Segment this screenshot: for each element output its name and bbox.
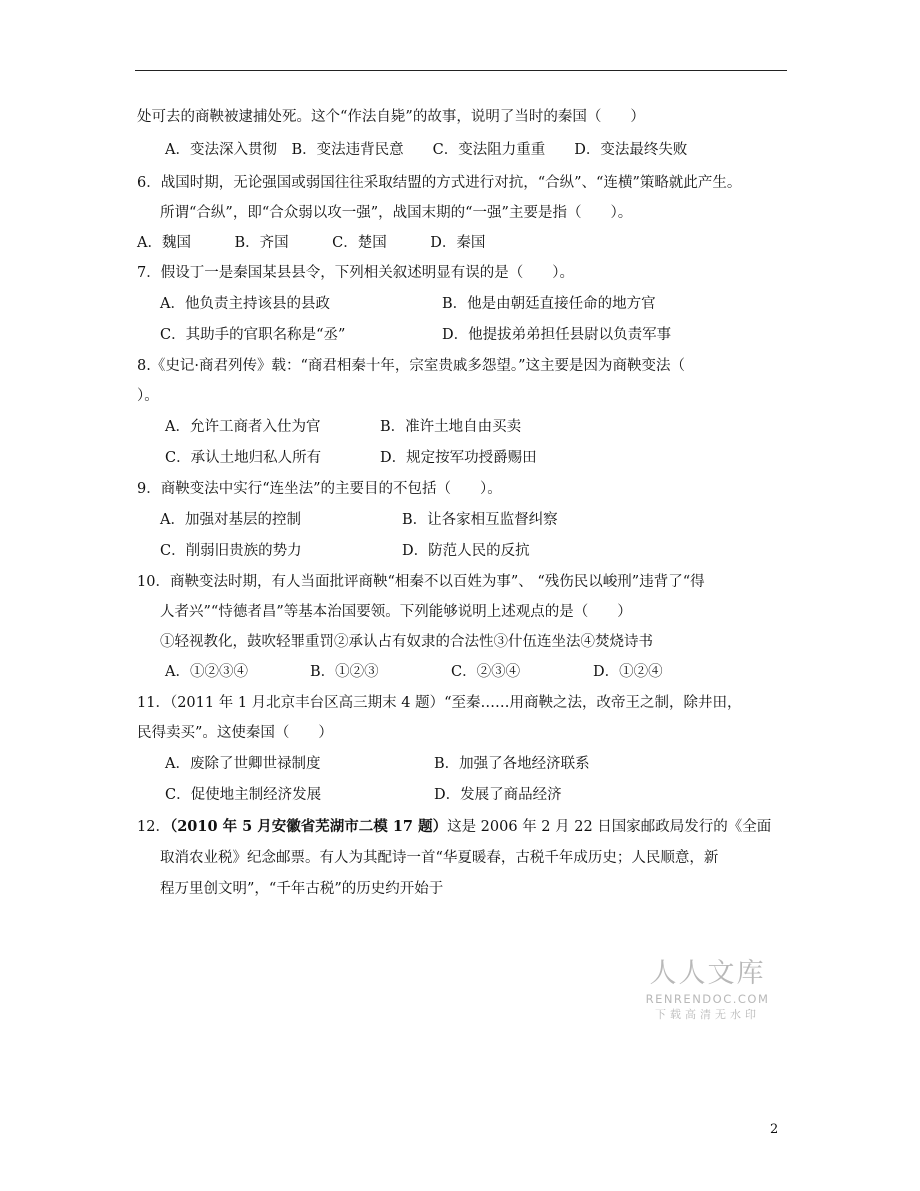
watermark-subtitle: 下载高清无水印 — [655, 1008, 760, 1021]
q10-option-d: D．①②④ — [593, 664, 663, 680]
q9-option-a: A．加强对基层的控制 — [160, 512, 301, 528]
q6-options: A．魏国 B．齐国 C．楚国 D．秦国 — [137, 235, 486, 251]
q10-stem-line1: 10．商鞅变法时期，有人当面批评商鞅“相秦不以百姓为事”、 “残伤民以峻刑”违背了“得 — [137, 574, 705, 590]
header-rule — [135, 70, 787, 71]
q7-option-b: B．他是由朝廷直接任命的地方官 — [442, 296, 656, 312]
q9-option-b: B．让各家相互监督纠察 — [402, 512, 558, 528]
q6-stem-line2: 所谓“合纵”，即“合众弱以攻一强”，战国末期的“一强”主要是指（ ）。 — [160, 205, 633, 221]
q8-option-a: A．允许工商者入仕为官 — [165, 419, 321, 435]
q5-stem-tail: 处可去的商鞅被逮捕处死。这个“作法自毙”的故事，说明了当时的秦国（ ） — [137, 109, 645, 125]
q8-option-b: B．准许土地自由买卖 — [380, 419, 522, 435]
q12-stem-line1 — [137, 818, 771, 836]
q12-stem-line3: 程万里创文明”，“千年古税”的历史约开始于 — [160, 881, 444, 897]
q11-option-a: A．废除了世卿世禄制度 — [165, 756, 321, 772]
q8-option-d: D．规定按军功授爵赐田 — [380, 450, 537, 466]
q12-stem-text: 这是 2006 年 2 月 22 日国家邮政局发行的《全面 — [447, 819, 772, 835]
watermark-title: 人人文库 — [649, 958, 766, 989]
q12-source: （2010 年 5 月安徽省芜湖市二模 17 题） — [169, 818, 448, 835]
page-number: 2 — [770, 1122, 779, 1137]
q8-option-c: C．承认土地归私人所有 — [165, 450, 322, 466]
q7-stem: 7．假设丁一是秦国某县县令，下列相关叙述明显有误的是（ ）。 — [137, 265, 574, 281]
q7-option-c: C．其助手的官职名称是“丞” — [160, 327, 346, 343]
watermark — [640, 958, 775, 1022]
q11-option-b: B．加强了各地经济联系 — [434, 756, 590, 772]
q11-option-c: C．促使地主制经济发展 — [165, 787, 322, 803]
q11-stem-line1: 11．（2011 年 1 月北京丰台区高三期末 4 题）“至秦……用商鞅之法，改帝王之制，除井田， — [137, 695, 742, 711]
watermark-url: RENRENDOC.COM — [645, 992, 770, 1006]
q12-number: 12． — [137, 819, 170, 835]
q11-stem-line2: 民得卖买”。这使秦国（ ） — [137, 725, 333, 741]
q6-stem-line1: 6．战国时期，无论强国或弱国往往采取结盟的方式进行对抗，“合纵”、“连横”策略就此产生。 — [137, 175, 742, 191]
q9-option-c: C．削弱旧贵族的势力 — [160, 543, 302, 559]
q10-option-c: C．②③④ — [451, 664, 521, 680]
q7-option-d: D．他提拔弟弟担任县尉以负责军事 — [442, 327, 672, 343]
q9-stem: 9．商鞅变法中实行“连坐法”的主要目的不包括（ ）。 — [137, 481, 502, 497]
q10-option-a: A．①②③④ — [165, 664, 248, 680]
q10-stem-line3: ①轻视教化，鼓吹轻罪重罚②承认占有奴隶的合法性③什伍连坐法④焚烧诗书 — [160, 634, 653, 650]
q9-option-d: D．防范人民的反抗 — [402, 543, 530, 559]
q5-options: A．变法深入贯彻 B．变法违背民意 C．变法阻力重重 D．变法最终失败 — [165, 142, 688, 158]
q8-stem-line1: 8.《史记·商君列传》载：“商君相秦十年，宗室贵戚多怨望。”这主要是因为商鞅变法（ — [137, 358, 686, 374]
q7-option-a: A．他负责主持该县的县政 — [160, 296, 330, 312]
q8-stem-line2: ）。 — [137, 388, 159, 404]
q11-option-d: D．发展了商品经济 — [434, 787, 562, 803]
q10-stem-line2: 人者兴”“恃德者昌”等基本治国要领。下列能够说明上述观点的是（ ） — [160, 604, 632, 620]
q12-stem-line2: 取消农业税》纪念邮票。有人为其配诗一首“华夏暖春，古税千年成历史；人民顺意，新 — [160, 850, 719, 866]
q10-option-b: B．①②③ — [310, 664, 379, 680]
